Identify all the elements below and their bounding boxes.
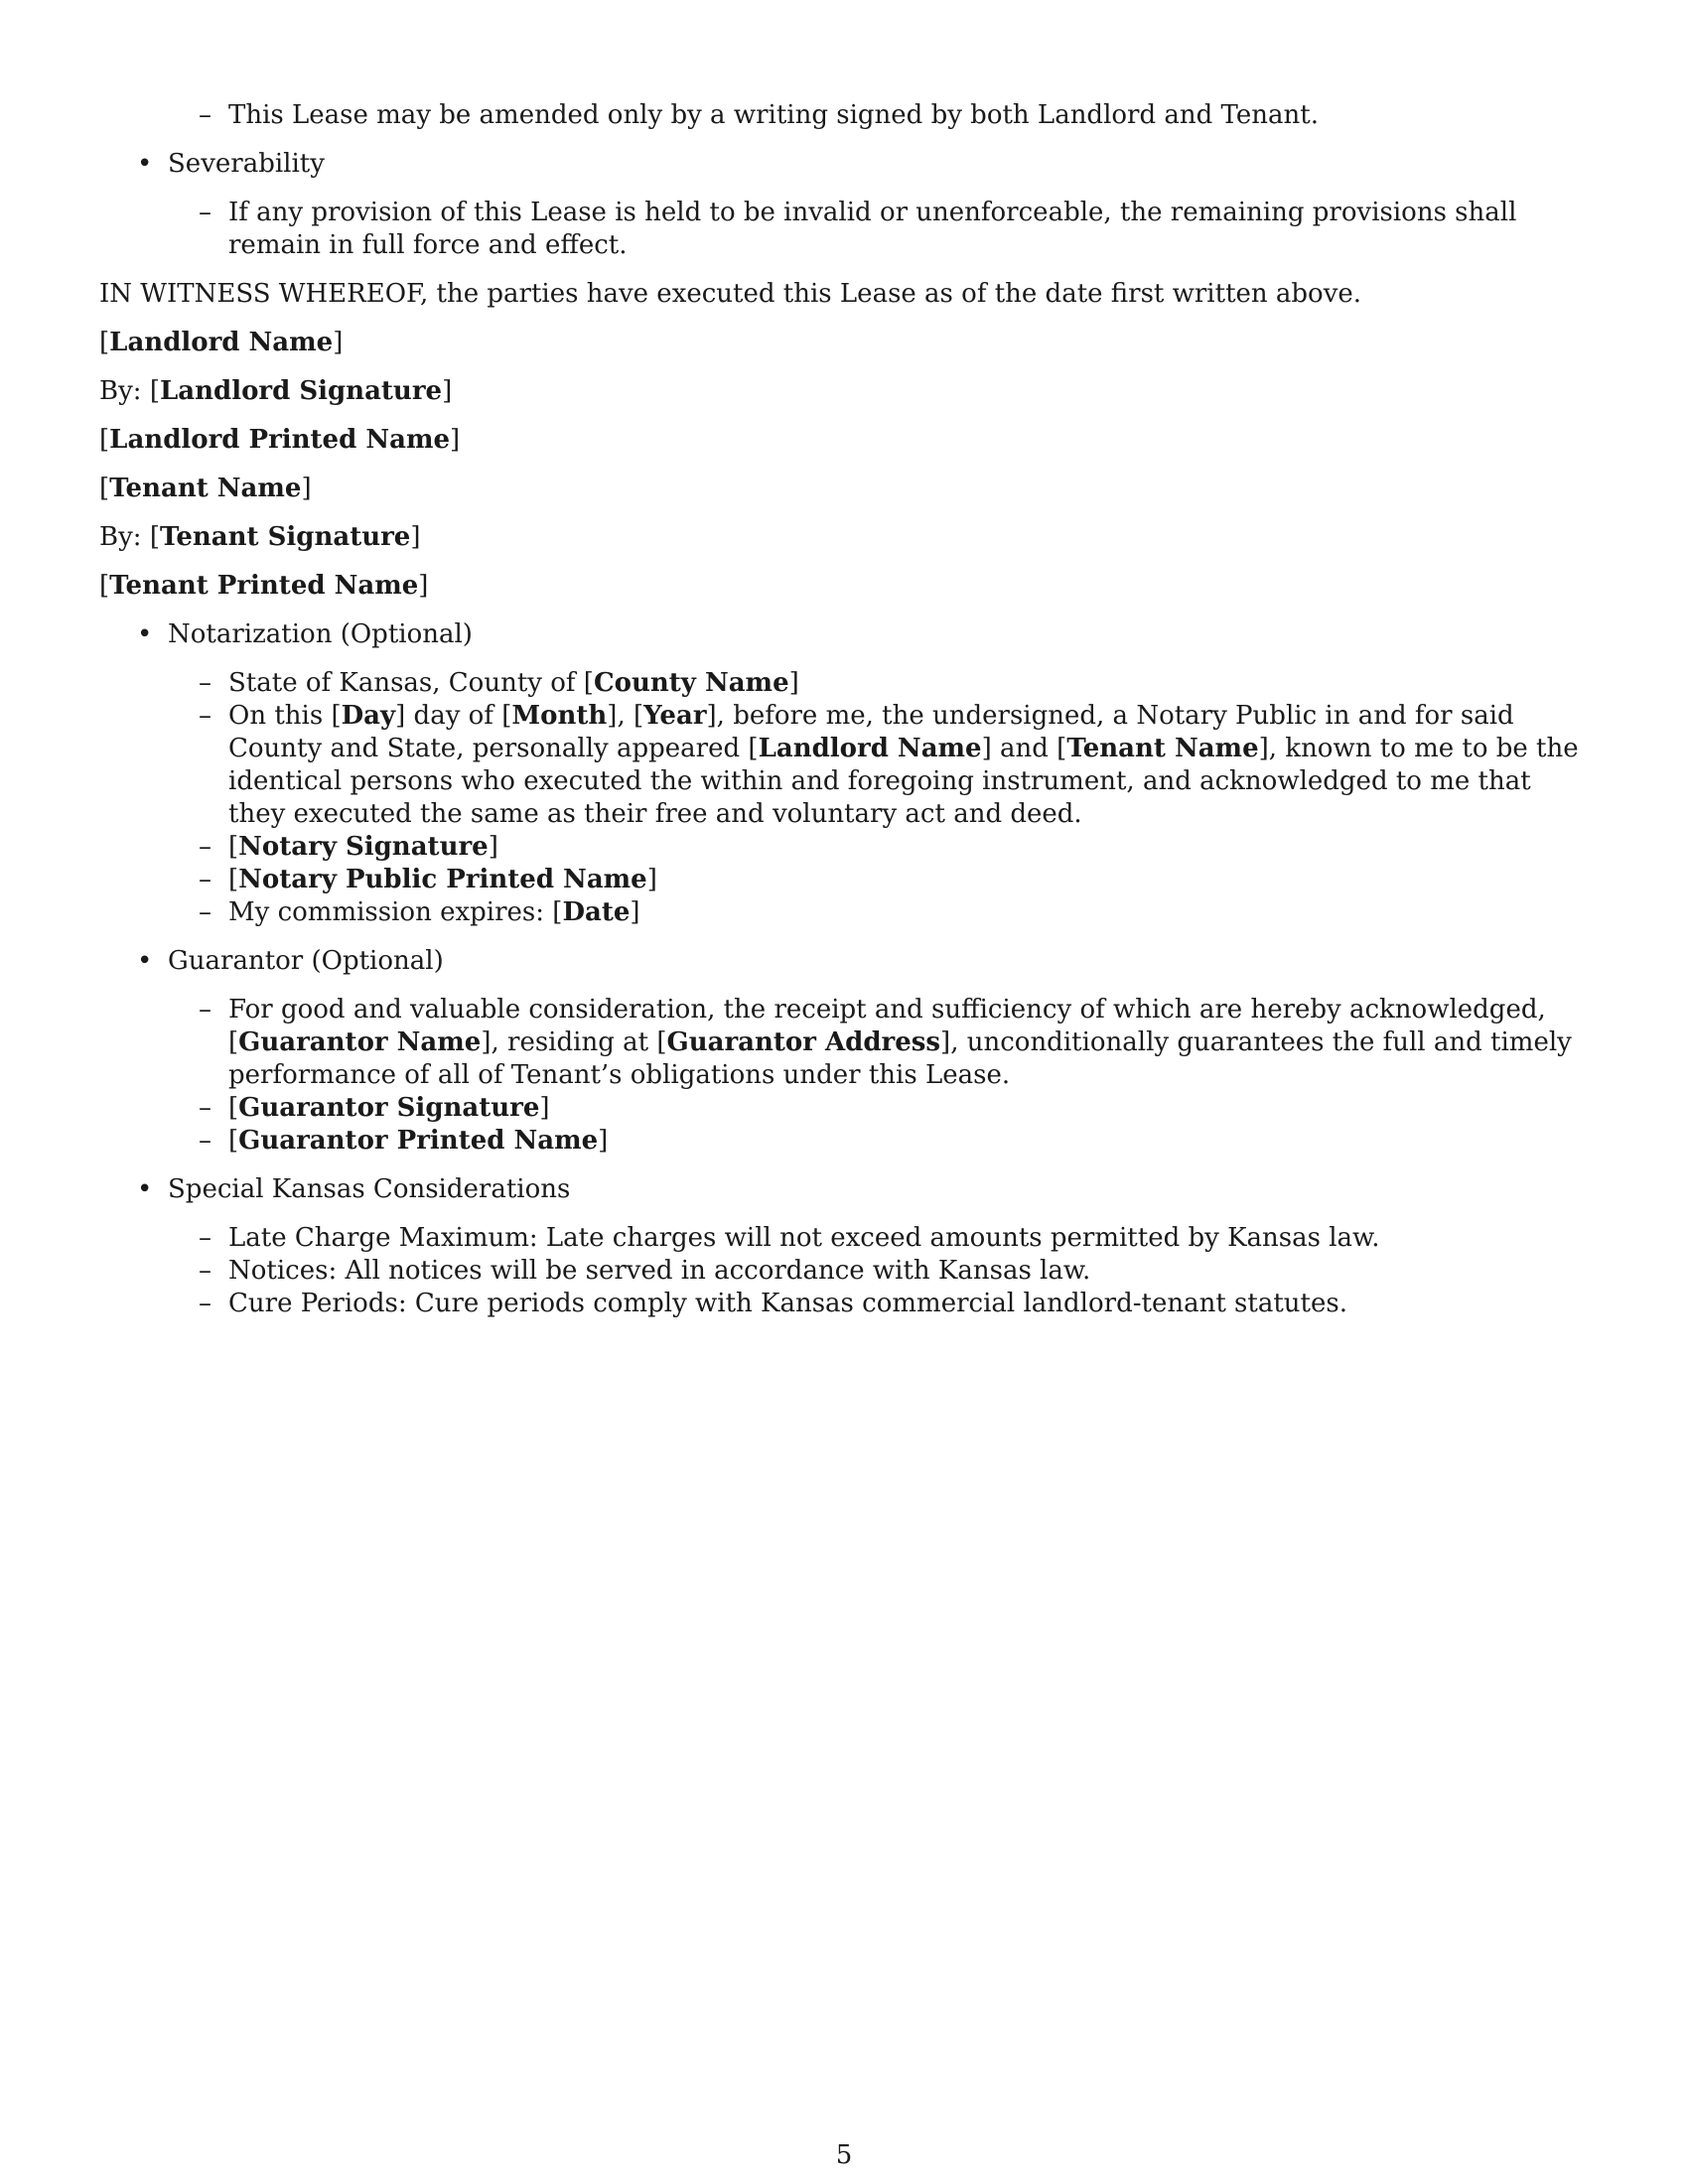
landlord-signature-placeholder: Landlord Signature (159, 376, 443, 406)
landlord-name-placeholder: Landlord Name (109, 328, 334, 357)
day-placeholder: Day (341, 701, 396, 731)
guarantor-sublist (168, 994, 1589, 1158)
day-of-text: day of (405, 701, 502, 731)
dash-marker: – (199, 100, 211, 130)
severability-title: Severability (168, 149, 325, 179)
commission-date-placeholder: Date (562, 897, 631, 927)
notary-signature-placeholder: Notary Signature (238, 832, 489, 862)
page-number: 5 (835, 2140, 853, 2170)
guarantor-title: Guarantor (Optional) (168, 946, 444, 976)
notices-text: Notices: All notices will be served in accordance with Kansas law. (228, 1256, 1091, 1286)
notary-landlord-placeholder: Landlord Name (758, 734, 982, 763)
year-placeholder: Year (643, 701, 707, 731)
tenant-printed-name-placeholder: Tenant Printed Name (109, 571, 419, 601)
landlord-printed-name-line: [Landlord Printed Name] (99, 425, 461, 455)
notary-county-line: – State of Kansas, County of [County Name] (199, 668, 799, 698)
notary-tenant-placeholder: Tenant Name (1066, 734, 1259, 763)
guarantor-address-placeholder: Guarantor Address (666, 1027, 941, 1057)
tenant-name-line: [Tenant Name] (99, 474, 312, 503)
state-prefix: State of Kansas, County of (228, 668, 584, 698)
county-placeholder: County Name (593, 668, 789, 698)
severability-sublist (168, 197, 1589, 262)
dash-marker: – (199, 1126, 211, 1156)
guarantor-printed-name-placeholder: Guarantor Printed Name (238, 1126, 599, 1156)
by-label: By: (99, 376, 150, 406)
amendment-clause (168, 99, 1589, 132)
amendment-text: This Lease may be amended only by a writing signed by both Landlord and Tenant. (228, 100, 1319, 130)
guarantee-text-start: For good and valuable consideration, the receipt and sufficiency of which are hereby acknowledged, (228, 995, 1546, 1024)
guarantee-clause: – For good and valuable consideration, the receipt and sufficiency of which are hereby acknowledged, [Guarantor Name], residing at [Guarantor Address], unconditionally guarantees the full and timely performance of all of Tenant’s obligations under this Lease. (199, 995, 1572, 1090)
amendment-sublist (168, 99, 1589, 132)
notarization-sublist (168, 667, 1589, 929)
dash-marker: – (199, 995, 211, 1024)
notary-printed-name-placeholder: Notary Public Printed Name (238, 865, 647, 894)
dash-marker: – (199, 701, 211, 731)
notary-acknowledgment: – On this [Day] day of [Month], [Year], before me, the undersigned, a Notary Public in and for said County and State, personally appeared [Landlord Name] and [Tenant Name], known to me to be the identical persons who executed the within and foregoing instrument, and acknowledged to me that they executed the same as their free and voluntary act and deed. (199, 701, 1579, 829)
guarantor-signature-placeholder: Guarantor Signature (238, 1093, 540, 1123)
guarantor-signature-line: – [Guarantor Signature] (199, 1093, 550, 1123)
before-me-text: , before me, the undersigned, a Notary Public in and for said County and State, personally appeared (228, 701, 1514, 763)
kansas-sublist (168, 1222, 1589, 1320)
dash-marker: – (199, 1289, 211, 1318)
notices-clause (168, 1255, 1589, 1288)
guarantor-printed-name-line: – [Guarantor Printed Name] (199, 1126, 609, 1156)
bullet-marker: • (137, 946, 153, 976)
guarantee-text-end: , unconditionally guarantees the full and timely performance of all of Tenant’s obligations under this Lease. (228, 1027, 1572, 1090)
dash-marker: – (199, 1256, 211, 1286)
severability-text: If any provision of this Lease is held to be invalid or unenforceable, the remaining provisions shall remain in full force and effect. (228, 198, 1517, 260)
optional-sections-list (99, 618, 1589, 1320)
continued-list (99, 99, 1589, 262)
witness-statement: IN WITNESS WHEREOF, the parties have executed this Lease as of the date first written above. (99, 279, 1362, 309)
notary-printed-name-line: – [Notary Public Printed Name] (199, 865, 657, 894)
late-charge-clause (168, 1222, 1589, 1255)
cure-periods-text: Cure Periods: Cure periods comply with Kansas commercial landlord-tenant statutes. (228, 1289, 1347, 1318)
known-text: , known to me to be the identical persons who executed the within and foregoing instrument, and acknowledged to me that they executed the same as their free and voluntary act and deed. (228, 734, 1579, 829)
kansas-considerations-section (99, 1173, 1589, 1320)
notarization-title: Notarization (Optional) (168, 619, 473, 649)
dash-marker: – (199, 198, 211, 227)
dash-marker: – (199, 1093, 211, 1123)
guarantor-name-placeholder: Guarantor Name (238, 1027, 482, 1057)
kansas-considerations-title: Special Kansas Considerations (168, 1174, 571, 1204)
month-placeholder: Month (511, 701, 608, 731)
dash-marker: – (199, 897, 211, 927)
by-label: By: (99, 522, 150, 552)
landlord-printed-name-placeholder: Landlord Printed Name (109, 425, 450, 455)
notary-signature-line: – [Notary Signature] (199, 832, 498, 862)
tenant-signature-line: By: [Tenant Signature] (99, 522, 421, 552)
residing-text: , residing at (491, 1027, 657, 1057)
dash-marker: – (199, 865, 211, 894)
dash-marker: – (199, 1223, 211, 1253)
late-charge-text: Late Charge Maximum: Late charges will not exceed amounts permitted by Kansas law. (228, 1223, 1380, 1253)
guarantor-section (99, 945, 1589, 1158)
bullet-marker: • (137, 619, 153, 649)
bullet-marker: • (137, 149, 153, 179)
tenant-printed-name-line: [Tenant Printed Name] (99, 571, 429, 601)
dash-marker: – (199, 832, 211, 862)
landlord-signature-line: By: [Landlord Signature] (99, 376, 453, 406)
landlord-name-line: [Landlord Name] (99, 328, 344, 357)
commission-expiry-line: – My commission expires: [Date] (199, 897, 640, 927)
dash-marker: – (199, 668, 211, 698)
cure-periods-clause (168, 1288, 1589, 1320)
notarization-section (99, 618, 1589, 929)
severability-section (99, 148, 1589, 262)
continued-list-item (99, 99, 1589, 132)
bullet-marker: • (137, 1174, 153, 1204)
commission-prefix: My commission expires: (228, 897, 553, 927)
on-this-text: On this (228, 701, 332, 731)
tenant-name-placeholder: Tenant Name (109, 474, 302, 503)
severability-clause (168, 197, 1589, 262)
tenant-signature-placeholder: Tenant Signature (159, 522, 411, 552)
and-text: and (991, 734, 1057, 763)
document-body (99, 99, 1589, 1336)
